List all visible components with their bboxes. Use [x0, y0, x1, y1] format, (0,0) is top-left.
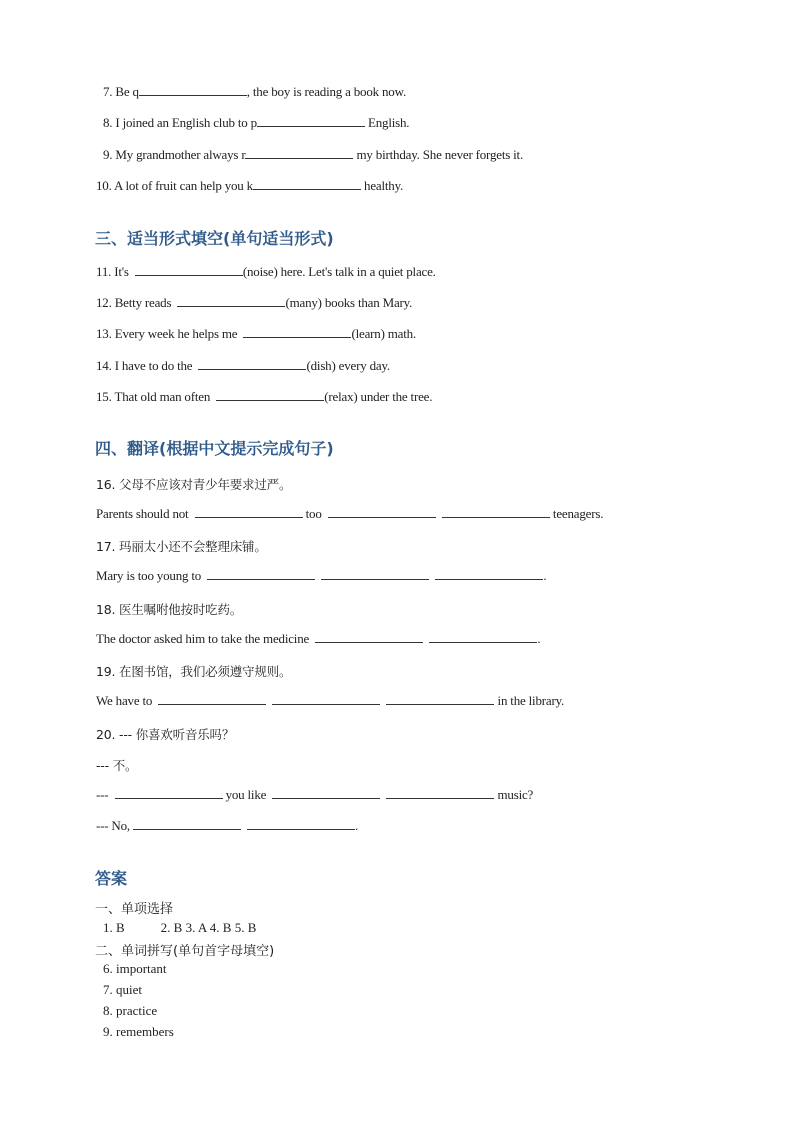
question-19-prompt: 19. 在图书馆，我们必须遵守规则。 — [96, 664, 292, 679]
sentence-text: too — [305, 506, 322, 521]
answer-item: 8. practice — [103, 1003, 158, 1018]
answer-item: 9. remembers — [103, 1024, 174, 1039]
question-text: English. — [364, 115, 410, 130]
answer-blank[interactable] — [429, 631, 537, 643]
sentence-text: music? — [497, 787, 534, 802]
answer-blank[interactable] — [272, 787, 380, 799]
question-18-prompt: 18. 医生嘱咐他按时吃药。 — [96, 602, 243, 617]
answers-title: 答案 — [95, 869, 128, 888]
sentence-text: The doctor asked him to take the medicine — [96, 631, 310, 646]
answer-blank[interactable] — [328, 506, 436, 518]
answer-blank[interactable] — [198, 358, 306, 370]
answer-item: 1. B — [103, 920, 125, 935]
question-16-prompt: 16. 父母不应该对青少年要求过严。 — [96, 477, 292, 492]
question-text: 15. That old man often — [96, 389, 211, 404]
section-3-title: 三、适当形式填空(单句适当形式) — [95, 229, 334, 248]
question-13 — [96, 326, 416, 342]
answer-blank[interactable] — [321, 568, 429, 580]
answer-blank[interactable] — [133, 818, 241, 830]
question-text: my birthday. She never forgets it. — [353, 147, 524, 162]
answer-blank[interactable] — [386, 693, 494, 705]
question-text: 13. Every week he helps me — [96, 326, 238, 341]
sentence-text: . — [543, 568, 547, 583]
question-12 — [96, 295, 412, 311]
question-text: 9. My grandmother always r — [103, 147, 246, 162]
sentence-text: in the library. — [497, 693, 565, 708]
question-11 — [96, 264, 436, 280]
question-text: 10. A lot of fruit can help you k — [96, 178, 253, 193]
answers-heading-2: 二、单词拼写(单句首字母填空) — [95, 944, 275, 959]
answer-blank[interactable] — [435, 568, 543, 580]
question-19-sentence — [96, 693, 564, 709]
answer-blank[interactable] — [158, 693, 266, 705]
sentence-text: --- No, — [96, 818, 130, 833]
question-20-line-2 — [96, 818, 358, 834]
question-text: 7. Be q — [103, 84, 139, 99]
sentence-text: We have to — [96, 693, 153, 708]
question-10 — [96, 178, 403, 194]
question-7 — [103, 84, 406, 100]
question-18-sentence — [96, 631, 540, 647]
question-text: , the boy is reading a book now. — [246, 84, 406, 99]
question-text: 11. It's — [96, 264, 129, 279]
question-8 — [103, 115, 409, 131]
question-15 — [96, 389, 432, 405]
answers-heading-1: 一、单项选择 — [95, 902, 174, 917]
answer-blank[interactable] — [177, 295, 285, 307]
sentence-text: Mary is too young to — [96, 568, 202, 583]
question-text: 12. Betty reads — [96, 295, 172, 310]
question-20-prompt-reply: --- 不。 — [96, 758, 138, 773]
question-17-prompt: 17. 玛丽太小还不会整理床铺。 — [96, 539, 267, 554]
question-text: healthy. — [360, 178, 404, 193]
question-text: 8. I joined an English club to p — [103, 115, 257, 130]
answer-blank[interactable] — [442, 506, 550, 518]
answer-blank[interactable] — [207, 568, 315, 580]
sentence-text: . — [355, 818, 359, 833]
question-text: (many) books than Mary. — [285, 295, 413, 310]
question-17-sentence — [96, 568, 546, 584]
question-14 — [96, 358, 390, 374]
sentence-text: you like — [225, 787, 267, 802]
sentence-text: Parents should not — [96, 506, 189, 521]
answer-item: 2. B 3. A 4. B 5. B — [160, 920, 257, 935]
sentence-text: teenagers. — [552, 506, 604, 521]
answers-mc-line — [103, 920, 256, 936]
sentence-text: --- — [96, 787, 109, 802]
question-20-prompt: 20. --- 你喜欢听音乐吗？ — [96, 727, 235, 742]
answer-blank[interactable] — [247, 818, 355, 830]
answer-blank[interactable] — [243, 326, 351, 338]
answer-blank[interactable] — [139, 84, 247, 96]
answer-item: 6. important — [103, 961, 167, 976]
question-text: (learn) math. — [351, 326, 417, 341]
answer-blank[interactable] — [135, 264, 243, 276]
question-text: (relax) under the tree. — [324, 389, 433, 404]
answer-blank[interactable] — [115, 787, 223, 799]
answer-item: 7. quiet — [103, 982, 142, 997]
answer-blank[interactable] — [257, 115, 365, 127]
answer-blank[interactable] — [386, 787, 494, 799]
answer-blank[interactable] — [253, 178, 361, 190]
question-9 — [103, 147, 523, 163]
answer-blank[interactable] — [245, 147, 353, 159]
question-20-line-1 — [96, 787, 533, 803]
question-16-sentence — [96, 506, 603, 522]
section-4-title: 四、翻译(根据中文提示完成句子) — [95, 439, 334, 458]
answer-blank[interactable] — [272, 693, 380, 705]
question-text: (dish) every day. — [306, 358, 390, 373]
question-text: 14. I have to do the — [96, 358, 193, 373]
sentence-text: . — [537, 631, 541, 646]
answer-blank[interactable] — [195, 506, 303, 518]
question-text: (noise) here. Let's talk in a quiet place. — [242, 264, 436, 279]
answer-blank[interactable] — [216, 389, 324, 401]
answer-blank[interactable] — [315, 631, 423, 643]
